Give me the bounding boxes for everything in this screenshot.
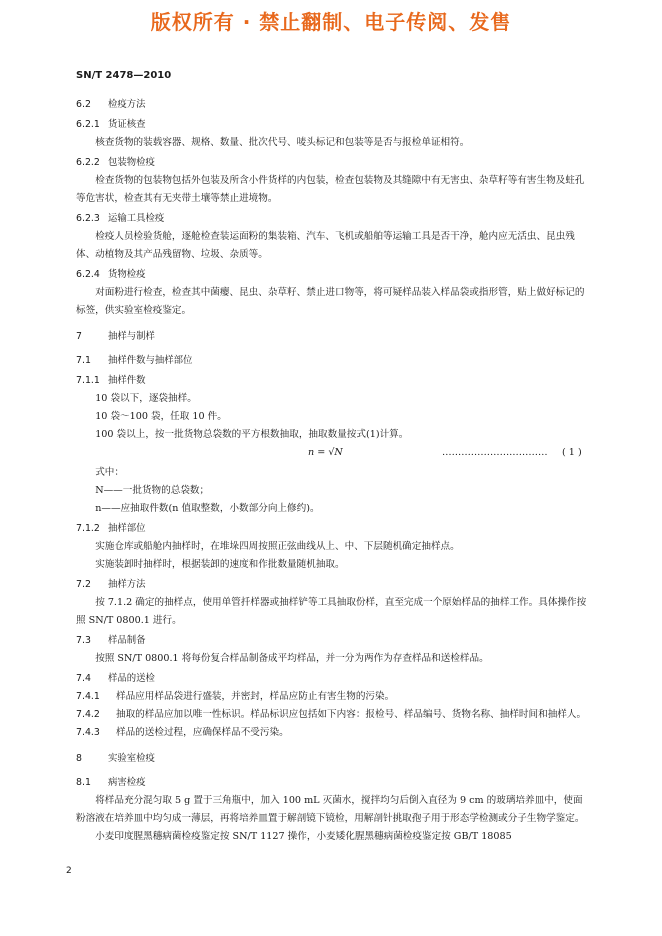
heading-7-1-1: 7.1.1 抽样件数 <box>76 375 146 386</box>
heading-6-2-1: 6.2.1 货证核查 <box>76 119 146 130</box>
standard-code: SN/T 2478—2010 <box>76 70 172 81</box>
heading-7-3: 7.3 样品制备 <box>76 635 146 646</box>
document-body <box>76 96 588 846</box>
heading-6-2-4: 6.2.4 货物检疫 <box>76 269 146 280</box>
paragraph-6-2-4: 对面粉进行检查，检查其中菌瘿、昆虫、杂草籽、禁止进口物等，将可疑样品装入样品袋或指形管，贴上做好标记的标签，供实验室检疫鉴定。 <box>76 287 585 316</box>
formula-leader-dots: …………………………… <box>442 447 548 458</box>
definition-N: N——一批货物的总袋数； <box>95 485 210 496</box>
heading-8: 8 实验室检疫 <box>76 753 155 764</box>
paragraph-8-1: 将样品充分混匀取 5 g 置于三角瓶中，加入 100 mL 灭菌水，搅拌均匀后倒入直径为 9 cm 的玻璃培养皿中，使面粉溶液在培养皿中均匀成一薄层，再将培养皿置于解剖镜下镜检，用解剖针挑取孢子用于形态学检测或分子生物学鉴定。 <box>76 795 585 824</box>
formula-number: ( 1 ) <box>562 447 582 458</box>
clause-7-4-3: 7.4.3 样品的送检过程，应确保样品不受污染。 <box>76 727 289 738</box>
heading-7-2: 7.2 抽样方法 <box>76 579 146 590</box>
clause-7-4-1: 7.4.1 样品应用样品袋进行盛装，并密封，样品应防止有害生物的污染。 <box>76 691 395 702</box>
heading-7-1-2: 7.1.2 抽样部位 <box>76 523 146 534</box>
formula-expression: n = √N <box>308 447 343 458</box>
heading-6-2-3: 6.2.3 运输工具检疫 <box>76 213 165 224</box>
heading-8-1: 8.1 病害检疫 <box>76 777 146 788</box>
paragraph-6-2-3: 检疫人员检验货舱，逐舱检查装运面粉的集装箱、汽车、飞机或船舶等运输工具是否干净，舱内应无活虫、昆虫残体、动植物及其产品残留物、垃圾、杂质等。 <box>76 231 575 260</box>
heading-7-4: 7.4 样品的送检 <box>76 673 155 684</box>
copyright-watermark: 版权所有 · 禁止翻制、电子传阅、发售 <box>150 10 512 34</box>
clause-7-4-2: 7.4.2 抽取的样品应加以唯一性标识。样品标识应包括如下内容：报检号、样品编号、货物名称、抽样时间和抽样人。 <box>76 709 587 720</box>
heading-6-2: 6.2 检疫方法 <box>76 99 146 110</box>
sampling-location-2: 实施装卸时抽样时，根据装卸的速度和作批数量随机抽取。 <box>95 559 345 570</box>
sampling-rule-2: 10 袋～100 袋，任取 10 件。 <box>95 411 227 422</box>
heading-7: 7 抽样与制样 <box>76 331 155 342</box>
formula-1 <box>76 444 588 464</box>
formula-where: 式中： <box>95 467 124 478</box>
page-number: 2 <box>66 866 72 876</box>
sampling-location-1: 实施仓库或船舱内抽样时，在堆垛四周按照正弦曲线从上、中、下层随机确定抽样点。 <box>95 541 460 552</box>
sampling-rule-1: 10 袋以下，逐袋抽样。 <box>95 393 197 404</box>
paragraph-8-1-continued: 小麦印度腥黑穗病菌检疫鉴定按 SN/T 1127 操作，小麦矮化腥黑穗病菌检疫鉴定按 GB/T 18085 <box>95 831 512 842</box>
paragraph-6-2-1: 核查货物的装载容器、规格、数量、批次代号、唛头标记和包装等是否与报检单证相符。 <box>95 137 470 148</box>
sampling-rule-3: 100 袋以上，按一批货物总袋数的平方根数抽取，抽取数量按式(1)计算。 <box>95 429 409 440</box>
paragraph-7-3: 按照 SN/T 0800.1 将每份复合样品制备成平均样品，并一分为两作为存查样品和送检样品。 <box>95 653 489 664</box>
paragraph-6-2-2: 检查货物的包装物包括外包装及所含小件货样的内包装，检查包装物及其缝隙中有无害虫、杂草籽等有害生物及蛀孔等危害状，检查其有无夹带土壤等禁止进境物。 <box>76 175 585 204</box>
paragraph-7-2: 按 7.1.2 确定的抽样点，使用单管扦样器或抽样铲等工具抽取份样，直至完成一个原始样品的抽样工作。具体操作按照 SN/T 0800.1 进行。 <box>76 597 587 626</box>
definition-n: n——应抽取件数(n 值取整数，小数部分向上修约)。 <box>95 503 320 514</box>
heading-6-2-2: 6.2.2 包装物检疫 <box>76 157 155 168</box>
heading-7-1: 7.1 抽样件数与抽样部位 <box>76 355 193 366</box>
